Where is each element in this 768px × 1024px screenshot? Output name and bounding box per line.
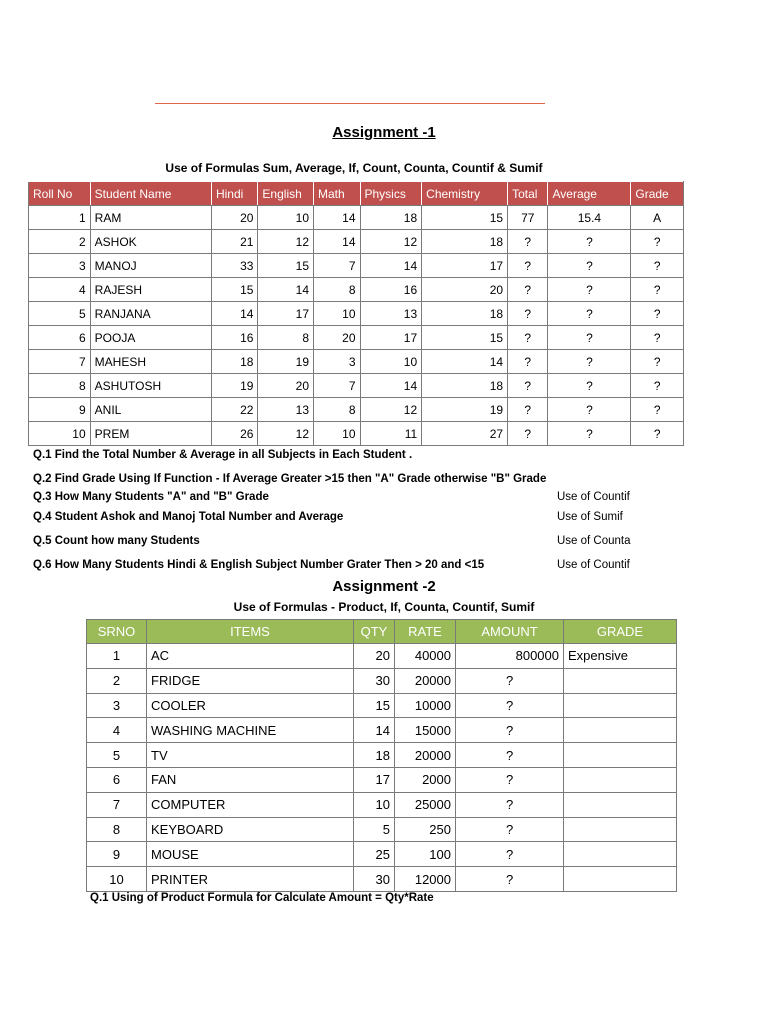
table-cell[interactable]: ? bbox=[456, 743, 564, 768]
table-row bbox=[29, 326, 684, 350]
table-row bbox=[87, 792, 677, 817]
table-cell[interactable]: ? bbox=[631, 230, 684, 254]
question-6: Q.6 How Many Students Hindi & English Subject Number Grater Then > 20 and <15 bbox=[33, 559, 485, 571]
header-rule bbox=[155, 103, 545, 104]
table-cell[interactable]: 12000 bbox=[395, 867, 456, 892]
question-5: Q.5 Count how many Students bbox=[33, 535, 200, 547]
student-col-header: Physics bbox=[360, 182, 422, 206]
table-cell[interactable]: 15 bbox=[354, 693, 395, 718]
table-cell[interactable]: 10 bbox=[354, 792, 395, 817]
table-cell[interactable]: 25 bbox=[354, 842, 395, 867]
table-cell[interactable]: 11 bbox=[360, 422, 422, 446]
table-cell[interactable]: 10 bbox=[258, 206, 314, 230]
table-cell[interactable]: 14 bbox=[258, 278, 314, 302]
student-col-header: Roll No bbox=[29, 182, 91, 206]
table-cell[interactable]: 10 bbox=[29, 422, 91, 446]
table-cell[interactable]: ? bbox=[631, 374, 684, 398]
table-cell[interactable]: 77 bbox=[508, 206, 548, 230]
table-row bbox=[87, 693, 677, 718]
table-cell[interactable]: 19 bbox=[211, 374, 257, 398]
table-cell[interactable]: 2000 bbox=[395, 767, 456, 792]
table-row bbox=[87, 767, 677, 792]
items-col-header: QTY bbox=[354, 620, 395, 644]
table-cell[interactable]: ASHOK bbox=[90, 230, 211, 254]
table-cell[interactable]: RAJESH bbox=[90, 278, 211, 302]
assignment-2-subtitle: Use of Formulas - Product, If, Counta, Countif, Sumif bbox=[233, 600, 535, 614]
table-cell[interactable]: ? bbox=[631, 326, 684, 350]
table-cell[interactable]: ? bbox=[456, 668, 564, 693]
table-cell[interactable]: AC bbox=[147, 644, 354, 669]
table-row bbox=[29, 422, 684, 446]
question-3-hint: Use of Countif bbox=[557, 491, 630, 503]
table-row bbox=[87, 743, 677, 768]
table-cell[interactable]: 8 bbox=[87, 817, 147, 842]
table-cell[interactable]: 5 bbox=[87, 743, 147, 768]
table-cell[interactable]: 14 bbox=[314, 230, 360, 254]
table-cell[interactable]: ? bbox=[508, 278, 548, 302]
question-5-hint: Use of Counta bbox=[557, 535, 631, 547]
table-cell[interactable]: 20000 bbox=[395, 743, 456, 768]
table-cell[interactable]: WASHING MACHINE bbox=[147, 718, 354, 743]
table-cell[interactable]: 10 bbox=[314, 422, 360, 446]
table-cell[interactable]: A bbox=[631, 206, 684, 230]
table-cell[interactable]: ? bbox=[548, 278, 631, 302]
table-cell[interactable]: ? bbox=[631, 398, 684, 422]
table-cell[interactable]: 13 bbox=[258, 398, 314, 422]
table-cell[interactable]: 20 bbox=[354, 644, 395, 669]
items-col-header: AMOUNT bbox=[456, 620, 564, 644]
table-cell[interactable]: 21 bbox=[211, 230, 257, 254]
table-cell[interactable]: MOUSE bbox=[147, 842, 354, 867]
table-cell[interactable]: 15000 bbox=[395, 718, 456, 743]
table-cell[interactable]: ? bbox=[548, 302, 631, 326]
student-col-header: Grade bbox=[631, 182, 684, 206]
table-cell[interactable]: ? bbox=[508, 254, 548, 278]
table-cell[interactable]: 15 bbox=[422, 326, 508, 350]
table-cell[interactable]: 2 bbox=[29, 230, 91, 254]
table-cell[interactable]: 14 bbox=[211, 302, 257, 326]
table-cell[interactable]: 15 bbox=[258, 254, 314, 278]
table-cell[interactable]: ? bbox=[508, 230, 548, 254]
table-row bbox=[87, 644, 677, 669]
table-cell[interactable]: 26 bbox=[211, 422, 257, 446]
table-cell[interactable]: 15 bbox=[211, 278, 257, 302]
table-row bbox=[29, 374, 684, 398]
table-cell[interactable]: 10 bbox=[87, 867, 147, 892]
table-cell[interactable]: 10 bbox=[314, 302, 360, 326]
table-cell[interactable]: ? bbox=[631, 350, 684, 374]
table-cell[interactable]: Expensive bbox=[564, 644, 677, 669]
table-cell[interactable]: COOLER bbox=[147, 693, 354, 718]
table-cell[interactable]: 14 bbox=[422, 350, 508, 374]
table-row bbox=[29, 350, 684, 374]
table-cell[interactable]: ? bbox=[548, 230, 631, 254]
table-cell[interactable]: 4 bbox=[87, 718, 147, 743]
question-4: Q.4 Student Ashok and Manoj Total Number and Average bbox=[33, 511, 344, 523]
assignment-1-title: Assignment -1 bbox=[332, 124, 436, 141]
table-cell[interactable]: RANJANA bbox=[90, 302, 211, 326]
table-cell[interactable] bbox=[564, 743, 677, 768]
table-cell[interactable]: 12 bbox=[258, 422, 314, 446]
table-cell[interactable]: PRINTER bbox=[147, 867, 354, 892]
table-cell[interactable]: 18 bbox=[211, 350, 257, 374]
table-cell[interactable]: ? bbox=[508, 326, 548, 350]
table-cell[interactable]: 7 bbox=[314, 254, 360, 278]
table-cell[interactable]: 16 bbox=[360, 278, 422, 302]
items-table bbox=[86, 619, 677, 892]
student-col-header: Average bbox=[548, 182, 631, 206]
table-cell[interactable]: 8 bbox=[314, 398, 360, 422]
table-cell[interactable] bbox=[564, 792, 677, 817]
table-cell[interactable]: 13 bbox=[360, 302, 422, 326]
table-cell[interactable]: ? bbox=[456, 718, 564, 743]
table-cell[interactable]: 14 bbox=[360, 374, 422, 398]
table-cell[interactable]: 16 bbox=[211, 326, 257, 350]
table-cell[interactable]: 15.4 bbox=[548, 206, 631, 230]
question-2: Q.2 Find Grade Using If Function - If Average Greater >15 then "A" Grade otherwise "B" Grade bbox=[33, 473, 547, 485]
table-cell[interactable]: 10000 bbox=[395, 693, 456, 718]
table-cell[interactable]: ? bbox=[456, 817, 564, 842]
table-cell[interactable]: 27 bbox=[422, 422, 508, 446]
table-cell[interactable]: ANIL bbox=[90, 398, 211, 422]
table-cell[interactable]: 33 bbox=[211, 254, 257, 278]
table-cell[interactable]: ? bbox=[456, 867, 564, 892]
student-col-header: Student Name bbox=[90, 182, 211, 206]
table-cell[interactable]: 18 bbox=[422, 374, 508, 398]
table-cell[interactable]: FRIDGE bbox=[147, 668, 354, 693]
table-cell[interactable]: 7 bbox=[29, 350, 91, 374]
table-cell[interactable]: 3 bbox=[87, 693, 147, 718]
table-cell[interactable]: ? bbox=[548, 422, 631, 446]
table-cell[interactable]: ? bbox=[548, 374, 631, 398]
table-cell[interactable]: 1 bbox=[29, 206, 91, 230]
table-cell[interactable]: 7 bbox=[314, 374, 360, 398]
table-cell[interactable]: ? bbox=[548, 398, 631, 422]
table-cell[interactable]: ? bbox=[548, 326, 631, 350]
table-cell[interactable]: ? bbox=[631, 254, 684, 278]
table-cell[interactable]: ? bbox=[548, 350, 631, 374]
question-6-hint: Use of Countif bbox=[557, 559, 630, 571]
table-row bbox=[29, 254, 684, 278]
table-cell[interactable]: 8 bbox=[29, 374, 91, 398]
table-cell[interactable]: 18 bbox=[422, 230, 508, 254]
table-cell[interactable]: 3 bbox=[29, 254, 91, 278]
table-cell[interactable]: 14 bbox=[354, 718, 395, 743]
table-cell[interactable]: TV bbox=[147, 743, 354, 768]
table-cell[interactable]: POOJA bbox=[90, 326, 211, 350]
table-cell[interactable]: MAHESH bbox=[90, 350, 211, 374]
items-col-header: RATE bbox=[395, 620, 456, 644]
items-col-header: ITEMS bbox=[147, 620, 354, 644]
table-cell[interactable]: ? bbox=[456, 693, 564, 718]
table-cell[interactable]: 30 bbox=[354, 867, 395, 892]
table-cell[interactable]: 6 bbox=[29, 326, 91, 350]
table-cell[interactable] bbox=[564, 767, 677, 792]
student-col-header: English bbox=[258, 182, 314, 206]
table-cell[interactable]: 100 bbox=[395, 842, 456, 867]
table-cell[interactable]: ? bbox=[548, 254, 631, 278]
student-col-header: Hindi bbox=[211, 182, 257, 206]
items-col-header: GRADE bbox=[564, 620, 677, 644]
table-cell[interactable]: 19 bbox=[258, 350, 314, 374]
table-cell[interactable]: 12 bbox=[258, 230, 314, 254]
table-cell[interactable]: ? bbox=[631, 422, 684, 446]
table-cell[interactable]: ? bbox=[456, 792, 564, 817]
table-row bbox=[29, 278, 684, 302]
table-row bbox=[87, 867, 677, 892]
table-cell[interactable]: 17 bbox=[360, 326, 422, 350]
table-cell[interactable]: ? bbox=[631, 278, 684, 302]
student-marks-table bbox=[28, 181, 684, 446]
table-cell[interactable]: 20 bbox=[422, 278, 508, 302]
table-cell[interactable]: 1 bbox=[87, 644, 147, 669]
student-table-header-row bbox=[29, 182, 684, 206]
table-cell[interactable]: 15 bbox=[422, 206, 508, 230]
table-cell[interactable]: 5 bbox=[354, 817, 395, 842]
table-cell[interactable]: MANOJ bbox=[90, 254, 211, 278]
table-cell[interactable]: 20 bbox=[258, 374, 314, 398]
table-cell[interactable] bbox=[564, 867, 677, 892]
table-cell[interactable]: 8 bbox=[314, 278, 360, 302]
table-cell[interactable]: 17 bbox=[258, 302, 314, 326]
table-cell[interactable]: 800000 bbox=[456, 644, 564, 669]
table-cell[interactable]: 6 bbox=[87, 767, 147, 792]
table-cell[interactable] bbox=[564, 668, 677, 693]
table-cell[interactable]: ? bbox=[508, 398, 548, 422]
table-cell[interactable]: 40000 bbox=[395, 644, 456, 669]
items-table-header-row bbox=[87, 620, 677, 644]
table-cell[interactable]: 20 bbox=[314, 326, 360, 350]
table-cell[interactable]: 20000 bbox=[395, 668, 456, 693]
table-cell[interactable]: 9 bbox=[29, 398, 91, 422]
table-cell[interactable]: 5 bbox=[29, 302, 91, 326]
table-cell[interactable]: COMPUTER bbox=[147, 792, 354, 817]
table-row bbox=[29, 230, 684, 254]
table-cell[interactable]: 12 bbox=[360, 230, 422, 254]
table-cell[interactable]: RAM bbox=[90, 206, 211, 230]
table-cell[interactable]: 14 bbox=[360, 254, 422, 278]
table-cell[interactable]: 17 bbox=[354, 767, 395, 792]
table-cell[interactable]: 25000 bbox=[395, 792, 456, 817]
table-row bbox=[29, 302, 684, 326]
items-col-header: SRNO bbox=[87, 620, 147, 644]
table-cell[interactable]: 8 bbox=[258, 326, 314, 350]
table-cell[interactable]: 10 bbox=[360, 350, 422, 374]
table-row bbox=[87, 817, 677, 842]
table-cell[interactable]: 2 bbox=[87, 668, 147, 693]
table-cell[interactable]: ? bbox=[456, 842, 564, 867]
table-cell[interactable]: 9 bbox=[87, 842, 147, 867]
question-4-hint: Use of Sumif bbox=[557, 511, 623, 523]
table-cell[interactable]: 18 bbox=[354, 743, 395, 768]
table-cell[interactable]: 22 bbox=[211, 398, 257, 422]
table-cell[interactable]: ? bbox=[508, 374, 548, 398]
table-row bbox=[87, 718, 677, 743]
table-cell[interactable]: KEYBOARD bbox=[147, 817, 354, 842]
table-cell[interactable]: ASHUTOSH bbox=[90, 374, 211, 398]
table-cell[interactable] bbox=[564, 817, 677, 842]
table-row bbox=[87, 842, 677, 867]
table-cell[interactable]: FAN bbox=[147, 767, 354, 792]
table-cell[interactable]: 19 bbox=[422, 398, 508, 422]
table-cell[interactable]: 12 bbox=[360, 398, 422, 422]
table-cell[interactable]: 4 bbox=[29, 278, 91, 302]
student-col-header: Total bbox=[508, 182, 548, 206]
table-cell[interactable]: 18 bbox=[360, 206, 422, 230]
table-cell[interactable]: ? bbox=[631, 302, 684, 326]
student-col-header: Chemistry bbox=[422, 182, 508, 206]
table-cell[interactable]: ? bbox=[508, 302, 548, 326]
student-col-header: Math bbox=[314, 182, 360, 206]
table-cell[interactable]: ? bbox=[508, 350, 548, 374]
table-row bbox=[29, 398, 684, 422]
table-cell[interactable]: 17 bbox=[422, 254, 508, 278]
table-row bbox=[29, 206, 684, 230]
assignment-2-question-1: Q.1 Using of Product Formula for Calculate Amount = Qty*Rate bbox=[90, 892, 434, 904]
table-cell[interactable]: 3 bbox=[314, 350, 360, 374]
table-row bbox=[87, 668, 677, 693]
table-cell[interactable]: 18 bbox=[422, 302, 508, 326]
table-cell[interactable]: PREM bbox=[90, 422, 211, 446]
question-3: Q.3 How Many Students "A" and "B" Grade bbox=[33, 491, 269, 503]
table-cell[interactable]: 14 bbox=[314, 206, 360, 230]
table-cell[interactable] bbox=[564, 718, 677, 743]
table-cell[interactable]: 30 bbox=[354, 668, 395, 693]
assignment-2-title: Assignment -2 bbox=[332, 578, 436, 595]
table-cell[interactable]: 250 bbox=[395, 817, 456, 842]
table-cell[interactable]: ? bbox=[456, 767, 564, 792]
table-cell[interactable]: 20 bbox=[211, 206, 257, 230]
table-cell[interactable]: 7 bbox=[87, 792, 147, 817]
table-cell[interactable] bbox=[564, 693, 677, 718]
table-cell[interactable]: ? bbox=[508, 422, 548, 446]
assignment-1-subtitle: Use of Formulas Sum, Average, If, Count, Counta, Countif & Sumif bbox=[165, 161, 543, 175]
table-cell[interactable] bbox=[564, 842, 677, 867]
question-1: Q.1 Find the Total Number & Average in all Subjects in Each Student . bbox=[33, 449, 413, 461]
